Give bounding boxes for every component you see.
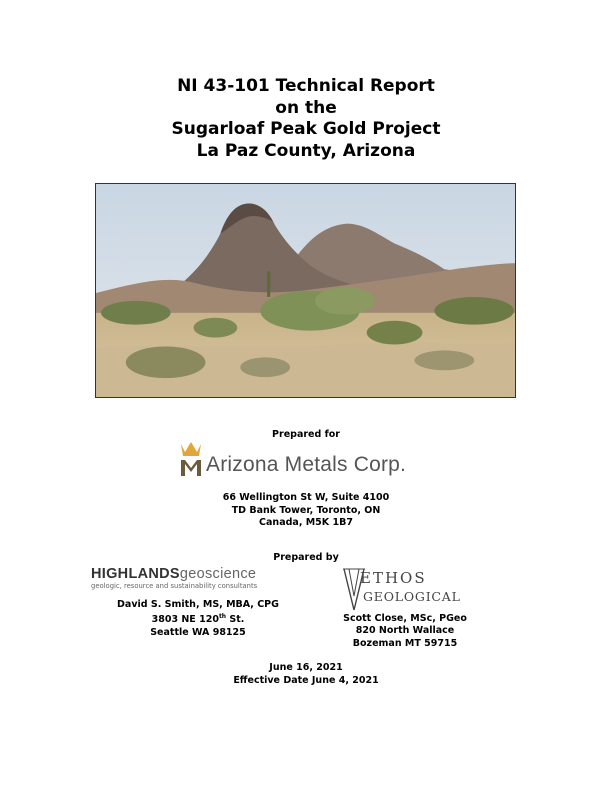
prepared-by-label: Prepared by	[273, 552, 339, 563]
author-left-street	[103, 611, 293, 626]
cover-photo	[95, 183, 516, 398]
ethos-name-top: ETHOS	[360, 569, 427, 587]
client-address-line-1: 66 Wellington St W, Suite 4100	[222, 492, 390, 503]
report-title	[0, 76, 612, 162]
client-address-line-2: TD Bank Tower, Toronto, ON	[231, 504, 381, 516]
title-line-1: NI 43-101 Technical Report	[177, 76, 435, 96]
title-line-4: La Paz County, Arizona	[196, 140, 416, 161]
report-date: June 16, 2021	[269, 662, 343, 673]
highlands-name-light: geoscience	[179, 566, 257, 582]
author-right-name: Scott Close, MSc, PGeo	[343, 613, 467, 624]
author-right	[330, 613, 480, 650]
report-dates	[0, 662, 612, 687]
client-name: Arizona Metals Corp.	[206, 453, 407, 476]
crown-logo-icon	[180, 440, 202, 478]
client-logo	[180, 440, 440, 482]
author-left-street-suffix: St.	[226, 614, 245, 626]
author-right-city: Bozeman MT 59715	[352, 637, 458, 649]
client-address-line-3: Canada, M5K 1B7	[259, 517, 353, 528]
effective-date: Effective Date June 4, 2021	[233, 674, 379, 686]
author-left-street-sup: th	[218, 613, 227, 621]
desert-mountain-photo	[96, 184, 515, 397]
highlands-name-bold: HIGHLANDS	[91, 566, 180, 582]
title-line-2: on the	[275, 97, 337, 118]
highlands-tagline: geologic, resource and sustainability consultants	[91, 582, 258, 590]
title-line-3: Sugarloaf Peak Gold Project	[171, 119, 441, 139]
highlands-logo	[91, 566, 311, 590]
author-right-street: 820 North Wallace	[355, 625, 455, 637]
prepared-for-label: Prepared for	[272, 429, 340, 440]
ethos-name-bottom: GEOLOGICAL	[363, 589, 461, 604]
client-address	[0, 492, 612, 530]
author-left-city: Seattle WA 98125	[150, 626, 246, 638]
ethos-logo	[343, 566, 473, 616]
author-left-name: David S. Smith, MS, MBA, CPG	[117, 599, 279, 610]
author-left-street-prefix: 3803 NE 120	[151, 614, 219, 626]
author-left	[103, 599, 293, 639]
highlands-name	[91, 566, 311, 582]
